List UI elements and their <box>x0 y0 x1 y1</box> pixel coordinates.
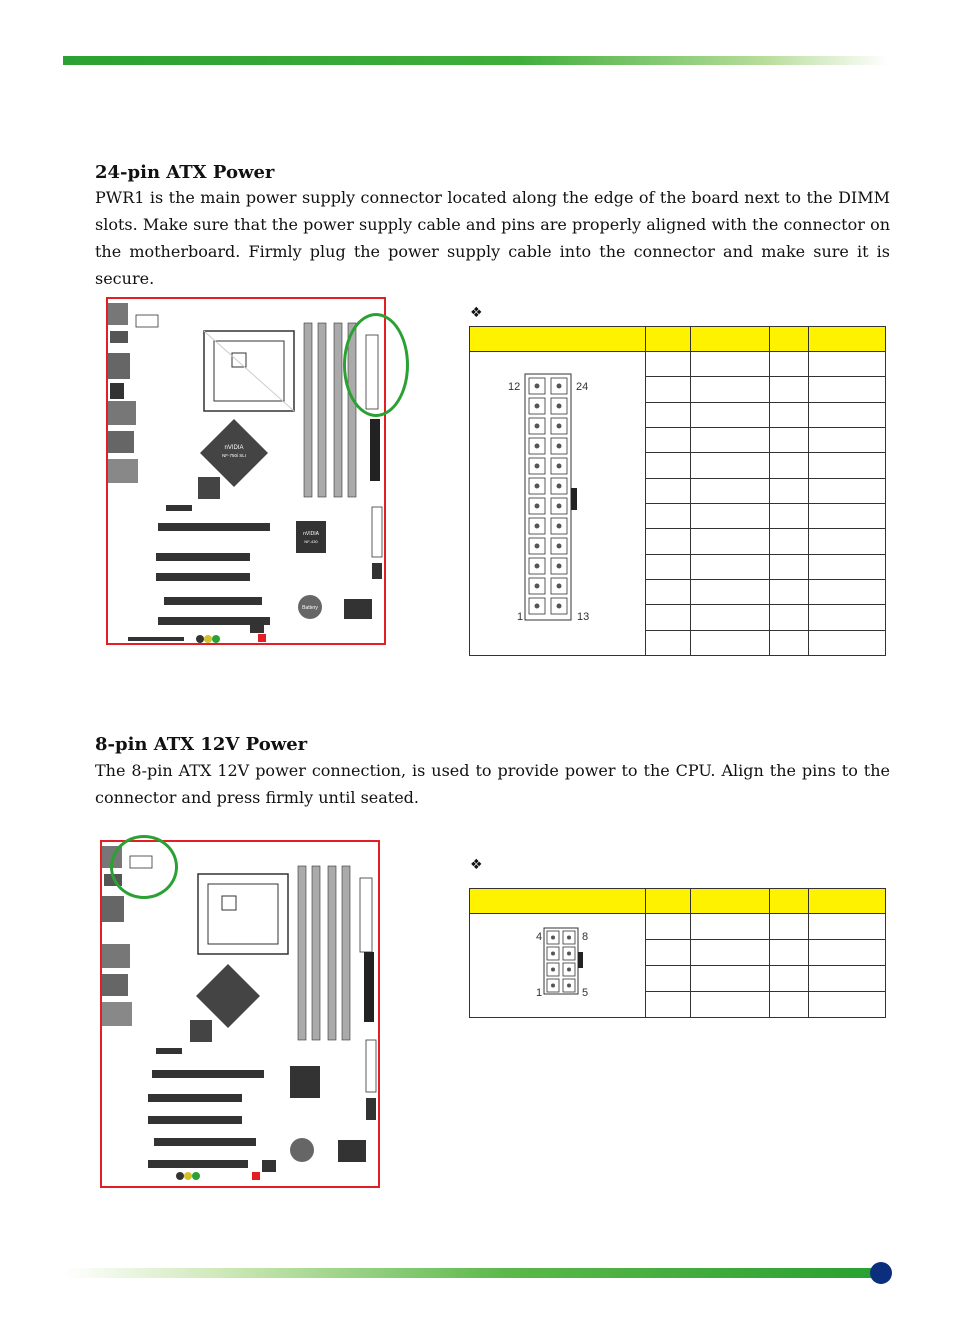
pin-label-8: 8 <box>582 931 589 943</box>
connector-diagram-24pin <box>470 352 646 656</box>
highlight-circle-24pin <box>343 313 409 417</box>
bullet-marker-8pin: ❖ <box>470 857 483 873</box>
chipset-label: nVIDIA <box>224 445 244 451</box>
connector-diagram-8pin <box>470 914 646 1018</box>
pin-label-1-8pin: 1 <box>536 987 543 999</box>
south-label: nVIDIA <box>303 531 319 537</box>
pin-table-header <box>470 889 886 914</box>
section-heading-24pin: 24-pin ATX Power <box>95 162 275 183</box>
section-heading-8pin: 8-pin ATX 12V Power <box>95 734 308 755</box>
south-model-label: NF-430 <box>304 539 318 544</box>
bottom-decorative-bar <box>63 1268 871 1278</box>
bullet-marker-24pin: ❖ <box>470 305 483 321</box>
table-cell <box>646 352 691 377</box>
pin-label-12: 12 <box>508 381 521 393</box>
highlight-circle-8pin <box>110 835 178 899</box>
pin-table-24pin <box>469 326 886 656</box>
pin-table-8pin <box>469 888 886 1018</box>
pin-label-13: 13 <box>577 611 590 623</box>
pin-label-5: 5 <box>582 987 589 999</box>
section-body-8pin: The 8-pin ATX 12V power connection, is used to provide power to the CPU. Align the pins to the connector and press firmly until seated. <box>95 761 890 807</box>
battery-label: Battery <box>302 605 318 611</box>
top-decorative-bar <box>63 56 889 65</box>
chipset-model-label: NF-750i SLI <box>221 453 247 458</box>
pin-label-4: 4 <box>536 931 543 943</box>
pin-label-24: 24 <box>576 381 589 393</box>
pin-label-1: 1 <box>517 611 524 623</box>
page-dot-icon <box>870 1262 892 1284</box>
section-body-24pin: PWR1 is the main power supply connector located along the edge of the board next to the DIMM slots. Make sure that the power supply cable and pins are properly aligned with the connector on the motherboard. Firmly plug the power supply cable into the connector and make sure it is secure. <box>95 188 890 288</box>
pin-table-header <box>470 327 886 352</box>
